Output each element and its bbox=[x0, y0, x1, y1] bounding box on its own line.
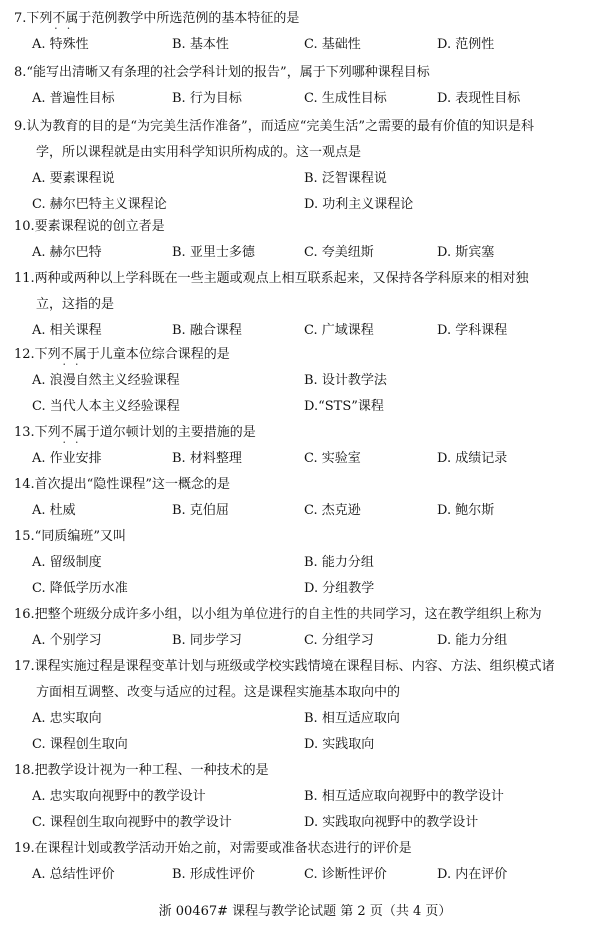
option-c[interactable]: C. 诊断性评价 bbox=[304, 867, 387, 882]
question-14 bbox=[0, 472, 610, 524]
stem-line: 方面相互调整、改变与适应的过程。这是课程实施基本取向中的 bbox=[36, 685, 401, 700]
question-stem bbox=[14, 524, 598, 550]
option-b[interactable]: B. 融合课程 bbox=[172, 323, 242, 338]
stem-line: 17.课程实施过程是课程变革计划与班级或学校实践情境在课程目标、内容、方法、组织模式诸 bbox=[14, 659, 555, 674]
question-16 bbox=[0, 602, 610, 654]
option-c[interactable]: C. 当代人本主义经验课程 bbox=[32, 399, 180, 414]
question-10 bbox=[0, 214, 610, 266]
question-13 bbox=[0, 420, 610, 472]
stem-line: 18.把教学设计视为一种工程、一种技术的是 bbox=[14, 763, 269, 778]
option-c[interactable]: C. 夸美纽斯 bbox=[304, 245, 374, 260]
option-d[interactable]: D. 内在评价 bbox=[437, 867, 508, 882]
stem-line: 13.下列不属 • •于道尔顿计划的主要措施的是 bbox=[14, 420, 598, 446]
stem-line: 10.要素课程说的创立者是 bbox=[14, 219, 165, 234]
question-9 bbox=[0, 114, 610, 218]
option-d[interactable]: D. 表现性目标 bbox=[437, 91, 521, 106]
option-a[interactable]: A. 忠实取向 bbox=[32, 711, 102, 726]
question-stem bbox=[14, 60, 598, 86]
option-b[interactable]: B. 形成性评价 bbox=[172, 867, 255, 882]
option-b[interactable]: B. 设计教学法 bbox=[304, 373, 387, 388]
options-row bbox=[0, 446, 610, 472]
option-c[interactable]: C. 降低学历水准 bbox=[32, 581, 128, 596]
question-11 bbox=[0, 266, 610, 344]
question-17 bbox=[0, 654, 610, 758]
options-row bbox=[0, 240, 610, 266]
question-stem bbox=[14, 472, 598, 498]
option-a[interactable]: A. 相关课程 bbox=[32, 323, 102, 338]
emphasis-dots: 不属 • • bbox=[61, 425, 87, 440]
option-c[interactable]: C. 实验室 bbox=[304, 451, 361, 466]
question-stem bbox=[14, 342, 598, 368]
option-a[interactable]: A. 赫尔巴特 bbox=[32, 245, 102, 260]
option-d[interactable]: D. 鲍尔斯 bbox=[437, 503, 495, 518]
option-a[interactable]: A. 个别学习 bbox=[32, 633, 102, 648]
option-a[interactable]: A. 总结性评价 bbox=[32, 867, 115, 882]
option-a[interactable]: A. 普遍性目标 bbox=[32, 91, 115, 106]
question-19 bbox=[0, 836, 610, 888]
option-d[interactable]: D. 斯宾塞 bbox=[437, 245, 495, 260]
option-b[interactable]: B. 相互适应取向 bbox=[304, 711, 400, 726]
option-d[interactable]: D. 分组教学 bbox=[304, 581, 375, 596]
option-d[interactable]: D. 学科课程 bbox=[437, 323, 508, 338]
option-d[interactable]: D. 范例性 bbox=[437, 37, 495, 52]
question-stem bbox=[14, 654, 598, 706]
stem-line: 14.首次提出“隐性课程”这一概念的是 bbox=[14, 477, 230, 492]
option-c[interactable]: C. 赫尔巴特主义课程论 bbox=[32, 197, 167, 212]
options-row bbox=[0, 32, 610, 58]
question-stem bbox=[14, 420, 598, 446]
options-row bbox=[0, 498, 610, 524]
page-footer: 浙 00467# 课程与教学论试题 第 2 页（共 4 页） bbox=[158, 904, 452, 919]
option-a[interactable]: A. 忠实取向视野中的教学设计 bbox=[32, 789, 206, 804]
option-c[interactable]: C. 基础性 bbox=[304, 37, 361, 52]
question-stem bbox=[14, 6, 598, 32]
option-b[interactable]: B. 同步学习 bbox=[172, 633, 242, 648]
emphasis-dots: 不属 • • bbox=[61, 347, 87, 362]
stem-line: 立，这指的是 bbox=[36, 297, 115, 312]
stem-line: 16.把整个班级分成许多小组，以小组为单位进行的自主性的共同学习，这在教学组织上称为 bbox=[14, 607, 542, 622]
option-a[interactable]: A. 浪漫自然主义经验课程 bbox=[32, 373, 180, 388]
option-b[interactable]: B. 行为目标 bbox=[172, 91, 242, 106]
options-row bbox=[0, 810, 610, 836]
question-stem bbox=[14, 758, 598, 784]
option-a[interactable]: A. 留级制度 bbox=[32, 555, 102, 570]
question-8 bbox=[0, 60, 610, 112]
question-12 bbox=[0, 342, 610, 420]
question-stem bbox=[14, 114, 598, 166]
option-c[interactable]: C. 广域课程 bbox=[304, 323, 374, 338]
stem-line: 学，所以课程就是由实用科学知识所构成的。这一观点是 bbox=[36, 145, 362, 160]
question-18 bbox=[0, 758, 610, 836]
options-row bbox=[0, 706, 610, 732]
options-row bbox=[0, 318, 610, 344]
question-stem bbox=[14, 266, 598, 318]
options-row bbox=[0, 784, 610, 810]
question-15 bbox=[0, 524, 610, 602]
option-b[interactable]: B. 克伯屈 bbox=[172, 503, 229, 518]
options-row bbox=[0, 368, 610, 394]
options-row bbox=[0, 628, 610, 654]
stem-line: 19.在课程计划或教学活动开始之前，对需要或准备状态进行的评价是 bbox=[14, 841, 412, 856]
emphasis-dots: 不属 • • bbox=[52, 11, 78, 26]
stem-line: 15.“同质编班”又叫 bbox=[14, 529, 126, 544]
option-d[interactable]: D. 能力分组 bbox=[437, 633, 508, 648]
option-d[interactable]: D. 实践取向 bbox=[304, 737, 375, 752]
question-stem bbox=[14, 836, 598, 862]
options-row bbox=[0, 732, 610, 758]
option-b[interactable]: B. 基本性 bbox=[172, 37, 229, 52]
option-c[interactable]: C. 杰克逊 bbox=[304, 503, 361, 518]
option-b[interactable]: B. 亚里士多德 bbox=[172, 245, 255, 260]
option-a[interactable]: A. 特殊性 bbox=[32, 37, 89, 52]
options-row bbox=[0, 550, 610, 576]
stem-line: 11.两种或两种以上学科既在一些主题或观点上相互联系起来，又保持各学科原来的相对独 bbox=[14, 271, 529, 286]
question-7 bbox=[0, 6, 610, 58]
options-row bbox=[0, 166, 610, 192]
stem-line: 7.下列不属 • •于范例教学中所选范例的基本特征的是 bbox=[14, 6, 598, 32]
option-d[interactable]: D. 功利主义课程论 bbox=[304, 197, 414, 212]
option-d[interactable]: D.“STS”课程 bbox=[304, 399, 384, 414]
options-row bbox=[0, 576, 610, 602]
stem-line: 12.下列不属 • •于儿童本位综合课程的是 bbox=[14, 342, 598, 368]
option-c[interactable]: C. 课程创生取向视野中的教学设计 bbox=[32, 815, 232, 830]
option-b[interactable]: B. 泛智课程说 bbox=[304, 171, 387, 186]
option-c[interactable]: C. 分组学习 bbox=[304, 633, 374, 648]
option-a[interactable]: A. 杜威 bbox=[32, 503, 76, 518]
option-b[interactable]: B. 材料整理 bbox=[172, 451, 242, 466]
option-a[interactable]: A. 作业安排 bbox=[32, 451, 102, 466]
option-b[interactable]: B. 能力分组 bbox=[304, 555, 374, 570]
option-c[interactable]: C. 生成性目标 bbox=[304, 91, 387, 106]
stem-line: 8.“能写出清晰又有条理的社会学科计划的报告”，属于下列哪种课程目标 bbox=[14, 65, 430, 80]
options-row bbox=[0, 394, 610, 420]
option-a[interactable]: A. 要素课程说 bbox=[32, 171, 115, 186]
options-row bbox=[0, 862, 610, 888]
question-stem bbox=[14, 214, 598, 240]
option-d[interactable]: D. 实践取向视野中的教学设计 bbox=[304, 815, 479, 830]
question-stem bbox=[14, 602, 598, 628]
options-row bbox=[0, 86, 610, 112]
stem-line: 9.认为教育的目的是“为完美生活作准备”，而适应“完美生活”之需要的最有价值的知识是科 bbox=[14, 119, 534, 134]
option-d[interactable]: D. 成绩记录 bbox=[437, 451, 508, 466]
option-c[interactable]: C. 课程创生取向 bbox=[32, 737, 128, 752]
option-b[interactable]: B. 相互适应取向视野中的教学设计 bbox=[304, 789, 504, 804]
